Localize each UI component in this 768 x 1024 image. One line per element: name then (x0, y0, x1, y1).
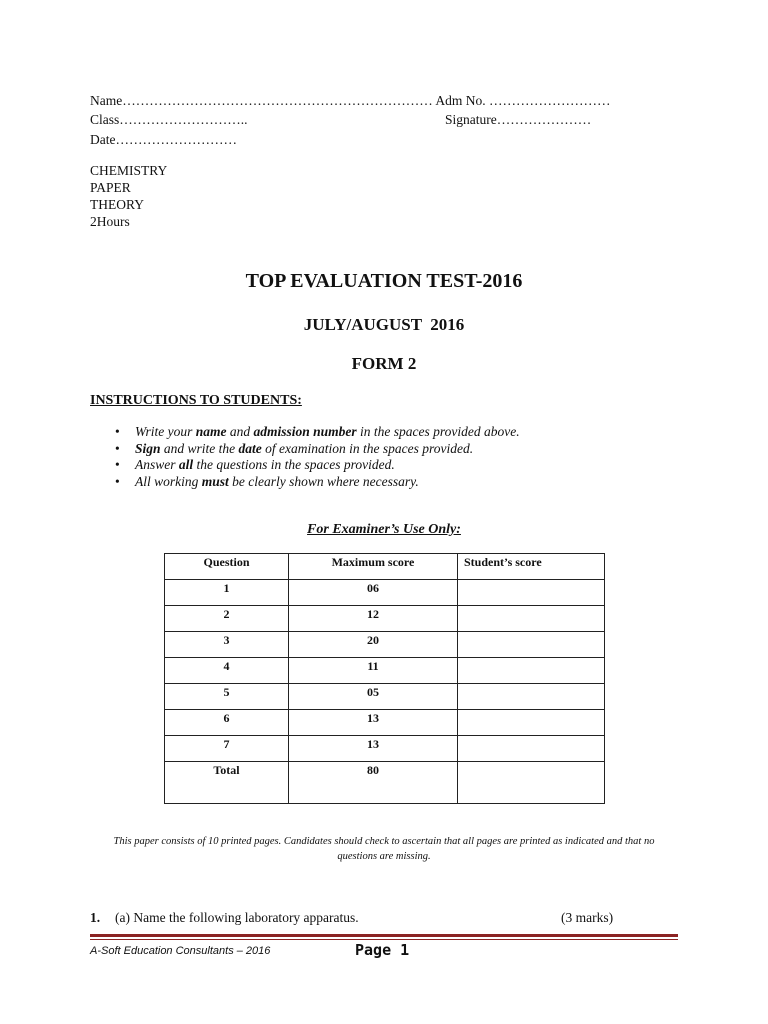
main-title: TOP EVALUATION TEST-2016 (245, 270, 523, 292)
student-score (458, 710, 604, 711)
question-number: 3 (223, 633, 230, 647)
question-number: 7 (223, 737, 230, 751)
bullet-icon: • (115, 473, 120, 489)
pages-note (60, 834, 708, 864)
table-row (165, 684, 605, 710)
student-score (458, 632, 604, 633)
instruction-item: • Write your name and admission number in the spaces provided above. (115, 424, 520, 439)
student-score (458, 658, 604, 659)
question-number: 1 (223, 581, 230, 595)
table-row (165, 580, 605, 606)
column-header-question: Question (203, 555, 250, 569)
question-number: 5 (223, 685, 230, 699)
score-table (164, 553, 605, 804)
question-number: 4 (223, 659, 230, 673)
table-header-row (165, 554, 605, 580)
signature-field: Signature………………… (445, 112, 592, 127)
bullet-icon: • (115, 457, 120, 472)
total-max-score: 80 (367, 763, 379, 777)
max-score: 20 (367, 633, 379, 647)
student-score (458, 736, 604, 737)
subject: CHEMISTRY (90, 163, 168, 178)
table-row (165, 710, 605, 736)
form-title: FORM 2 (351, 354, 417, 373)
footer-rule-thin (90, 939, 678, 940)
max-score: 13 (367, 711, 379, 725)
class-field: Class……………………….. (90, 112, 248, 127)
total-student-score (458, 762, 604, 763)
max-score: 13 (367, 737, 379, 751)
instruction-item: • Answer all the questions in the spaces provided. (115, 457, 395, 472)
instruction-item: • Sign and write the date of examination in the spaces provided. (115, 440, 474, 456)
max-score: 12 (367, 607, 379, 621)
pages-note-line1: This paper consists of 10 printed pages. Candidates should check to ascertain that all pages are printed as indicated and that no (113, 836, 655, 847)
pages-note-line2: questions are missing. (337, 851, 431, 862)
instructions-heading: INSTRUCTIONS TO STUDENTS: (90, 393, 302, 408)
bullet-icon: • (115, 424, 120, 439)
column-header-max-score: Maximum score (331, 555, 415, 569)
date-field: Date……………………… (90, 132, 237, 147)
student-score (458, 606, 604, 607)
student-score (458, 580, 604, 581)
table-row (165, 606, 605, 632)
paper-label: PAPER (90, 180, 131, 195)
question-text: (a) Name the following laboratory apparatus. (115, 910, 359, 925)
instructions-list (113, 424, 520, 490)
duration: 2Hours (90, 214, 130, 229)
column-header-student-score: Student’s score (464, 555, 542, 569)
paper-type: THEORY (90, 197, 144, 212)
question-marks: (3 marks) (561, 910, 614, 925)
question-number-label: 1. (90, 910, 101, 925)
table-row (165, 632, 605, 658)
question-number: 6 (223, 711, 230, 725)
paper-info (90, 162, 167, 230)
bullet-icon: • (115, 440, 120, 456)
max-score: 06 (367, 581, 379, 595)
table-row (165, 736, 605, 762)
publisher-name: A-Soft Education Consultants – 2016 (90, 945, 271, 957)
footer-rule-thick (90, 934, 678, 937)
name-adm-line: Name…………………………………………………………… Adm No. ……………………… (90, 93, 611, 108)
examiner-title: For Examiner’s Use Only: (307, 522, 461, 537)
max-score: 05 (367, 685, 379, 699)
instruction-item: • All working must be clearly shown where necessary. (115, 473, 419, 489)
table-total-row (165, 762, 605, 804)
student-score (458, 684, 604, 685)
table-row (165, 658, 605, 684)
page-number: Page 1 (355, 941, 410, 959)
max-score: 11 (367, 659, 379, 673)
period-title: JULY/AUGUST 2016 (303, 315, 465, 334)
question-number: 2 (223, 607, 230, 621)
total-label: Total (213, 763, 240, 777)
